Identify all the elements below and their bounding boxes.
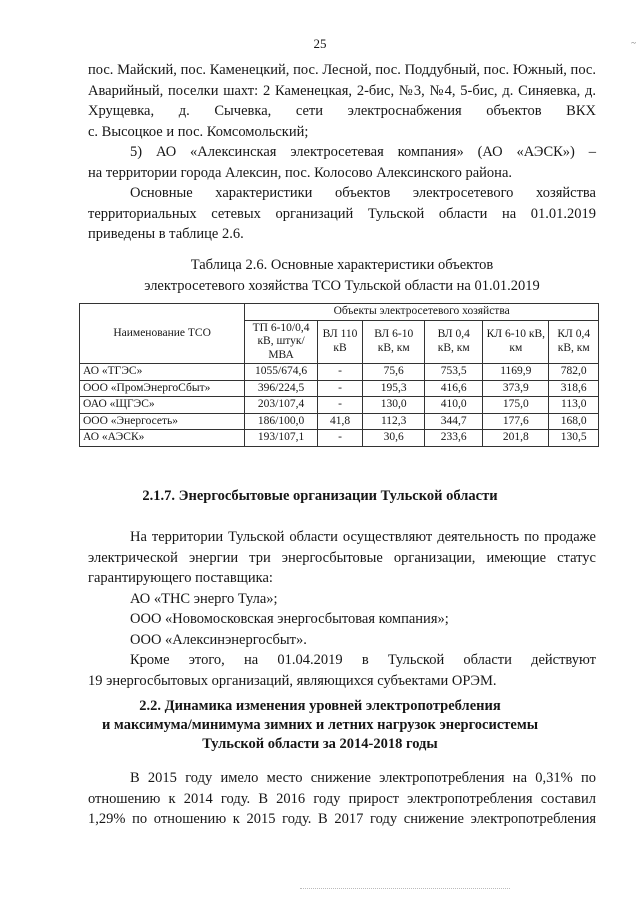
section-22-body [88, 768, 596, 830]
cell-vl04: 753,5 [425, 364, 483, 381]
section-22-heading-line-3: Тульской области за 2014-2018 годы [202, 736, 438, 752]
cell-vl04: 233,6 [425, 430, 483, 447]
cell-vl610: 195,3 [363, 380, 425, 397]
cell-kl04: 168,0 [549, 413, 599, 430]
list-item: АО «ТНС энерго Тула»; [130, 590, 278, 607]
cell-kl610: 1169,9 [483, 364, 549, 381]
list-item-5: 5) АО «Алексинская электросетевая компания» (АО «АЭСК») – [130, 144, 596, 160]
cell-tp: 193/107,1 [245, 430, 318, 447]
list-item: ООО «Новомосковская энергосбытовая компания»; [130, 611, 449, 627]
col-header-vl04: ВЛ 0,4 кВ, км [425, 320, 483, 364]
cell-vl110: - [317, 364, 362, 381]
cell-kl610: 177,6 [483, 413, 549, 430]
col-header-tp: ТП 6-10/0,4 кВ, штук/МВА [245, 320, 318, 364]
table-caption-line-1: Таблица 2.6. Основные характеристики объектов [190, 257, 494, 273]
cell-kl610: 373,9 [483, 380, 549, 397]
cell-vl110: - [317, 397, 362, 414]
section-22-heading-line-1: 2.2. Динамика изменения уровней электропотребления [139, 698, 501, 714]
col-header-vl610: ВЛ 6-10 кВ, км [363, 320, 425, 364]
cell-vl04: 410,0 [425, 397, 483, 414]
cell-vl610: 30,6 [363, 430, 425, 447]
table-row [80, 430, 599, 447]
cell-vl04: 416,6 [425, 380, 483, 397]
page-number: 25 [313, 36, 327, 51]
list-item-5-tail: на территории города Алексин, пос. Колосово Алексинского района. [88, 164, 513, 181]
continuation-paragraph: пос. Майский, пос. Каменецкий, пос. Лесной, пос. Поддубный, пос. Южный, пос. Аварийный, поселки шахт: 2 Каменецкая, 2-бис, №3, №4, 5-бис, д. Синяевка, д. Хрущевка, д. Сычевка, сети электроснабжения объектов ВКХ [88, 62, 596, 119]
row-name: ООО «ПромЭнергоСбыт» [80, 380, 245, 397]
cell-vl110: 41,8 [317, 413, 362, 430]
section-217-note-end: 19 энергосбытовых организаций, являющихся субъектами ОРЭМ. [88, 672, 497, 689]
section-217-note: Кроме этого, на 01.04.2019 в Тульской области действуют [130, 652, 596, 668]
row-name: АО «ТГЭС» [80, 364, 245, 381]
cell-vl04: 344,7 [425, 413, 483, 430]
table-intro-end: приведены в таблице 2.6. [88, 226, 244, 242]
section-22-paragraph: В 2015 году имело место снижение электропотребления на 0,31% по отношению к 2014 году. В 2016 году прирост электропотребления составил 1,29% по отношению к 2015 году. В 2017 году снижение электропотребления [88, 770, 596, 827]
cell-kl04: 113,0 [549, 397, 599, 414]
cell-vl110: - [317, 430, 362, 447]
section-217-heading: 2.1.7. Энергосбытовые организации Тульской области [142, 488, 498, 504]
section-22-heading [0, 697, 640, 754]
row-name: АО «АЭСК» [80, 430, 245, 447]
cell-kl04: 318,6 [549, 380, 599, 397]
table-caption-line-2: электросетевого хозяйства ТСО Тульской области на 01.01.2019 [144, 277, 540, 294]
col-header-kl610: КЛ 6-10 кВ, км [483, 320, 549, 364]
section-22-heading-line-2: и максимума/минимума зимних и летних нагрузок энергосистемы [101, 717, 539, 733]
cell-vl610: 130,0 [363, 397, 425, 414]
top-text-block [88, 60, 596, 245]
section-217-body [88, 527, 596, 691]
cell-kl04: 782,0 [549, 364, 599, 381]
tso-characteristics-table [79, 303, 599, 447]
cell-tp: 396/224,5 [245, 380, 318, 397]
table-row [80, 397, 599, 414]
cell-vl610: 112,3 [363, 413, 425, 430]
table-caption [88, 255, 596, 296]
cell-kl610: 175,0 [483, 397, 549, 414]
corner-mark: ~ [631, 38, 636, 48]
cell-tp: 203/107,4 [245, 397, 318, 414]
col-header-name: Наименование ТСО [80, 304, 245, 364]
list-item: ООО «Алексинэнергосбыт». [130, 631, 307, 648]
cell-tp: 1055/674,6 [245, 364, 318, 381]
table-row [80, 364, 599, 381]
row-name: ООО «Энергосеть» [80, 413, 245, 430]
section-217-paragraph: На территории Тульской области осуществляют деятельность по продаже электрической энергии три энергосбытовые организации, имеющие статус гарантирующего поставщика: [88, 529, 596, 586]
footer-divider [300, 888, 510, 891]
cell-tp: 186/100,0 [245, 413, 318, 430]
continuation-paragraph-end: с. Высоцкое и пос. Комсомольский; [88, 123, 309, 140]
table-row [80, 413, 599, 430]
cell-vl110: - [317, 380, 362, 397]
cell-kl04: 130,5 [549, 430, 599, 447]
cell-vl610: 75,6 [363, 364, 425, 381]
cell-kl610: 201,8 [483, 430, 549, 447]
col-header-kl04: КЛ 0,4 кВ, км [549, 320, 599, 364]
col-header-vl110: ВЛ 110 кВ [317, 320, 362, 364]
table-row [80, 380, 599, 397]
col-group-header: Объекты электросетевого хозяйства [245, 304, 599, 321]
row-name: ОАО «ЩГЭС» [80, 397, 245, 414]
table-intro-paragraph: Основные характеристики объектов электросетевого хозяйства территориальных сетевых организаций Тульской области на 01.01.2019 [88, 185, 596, 222]
